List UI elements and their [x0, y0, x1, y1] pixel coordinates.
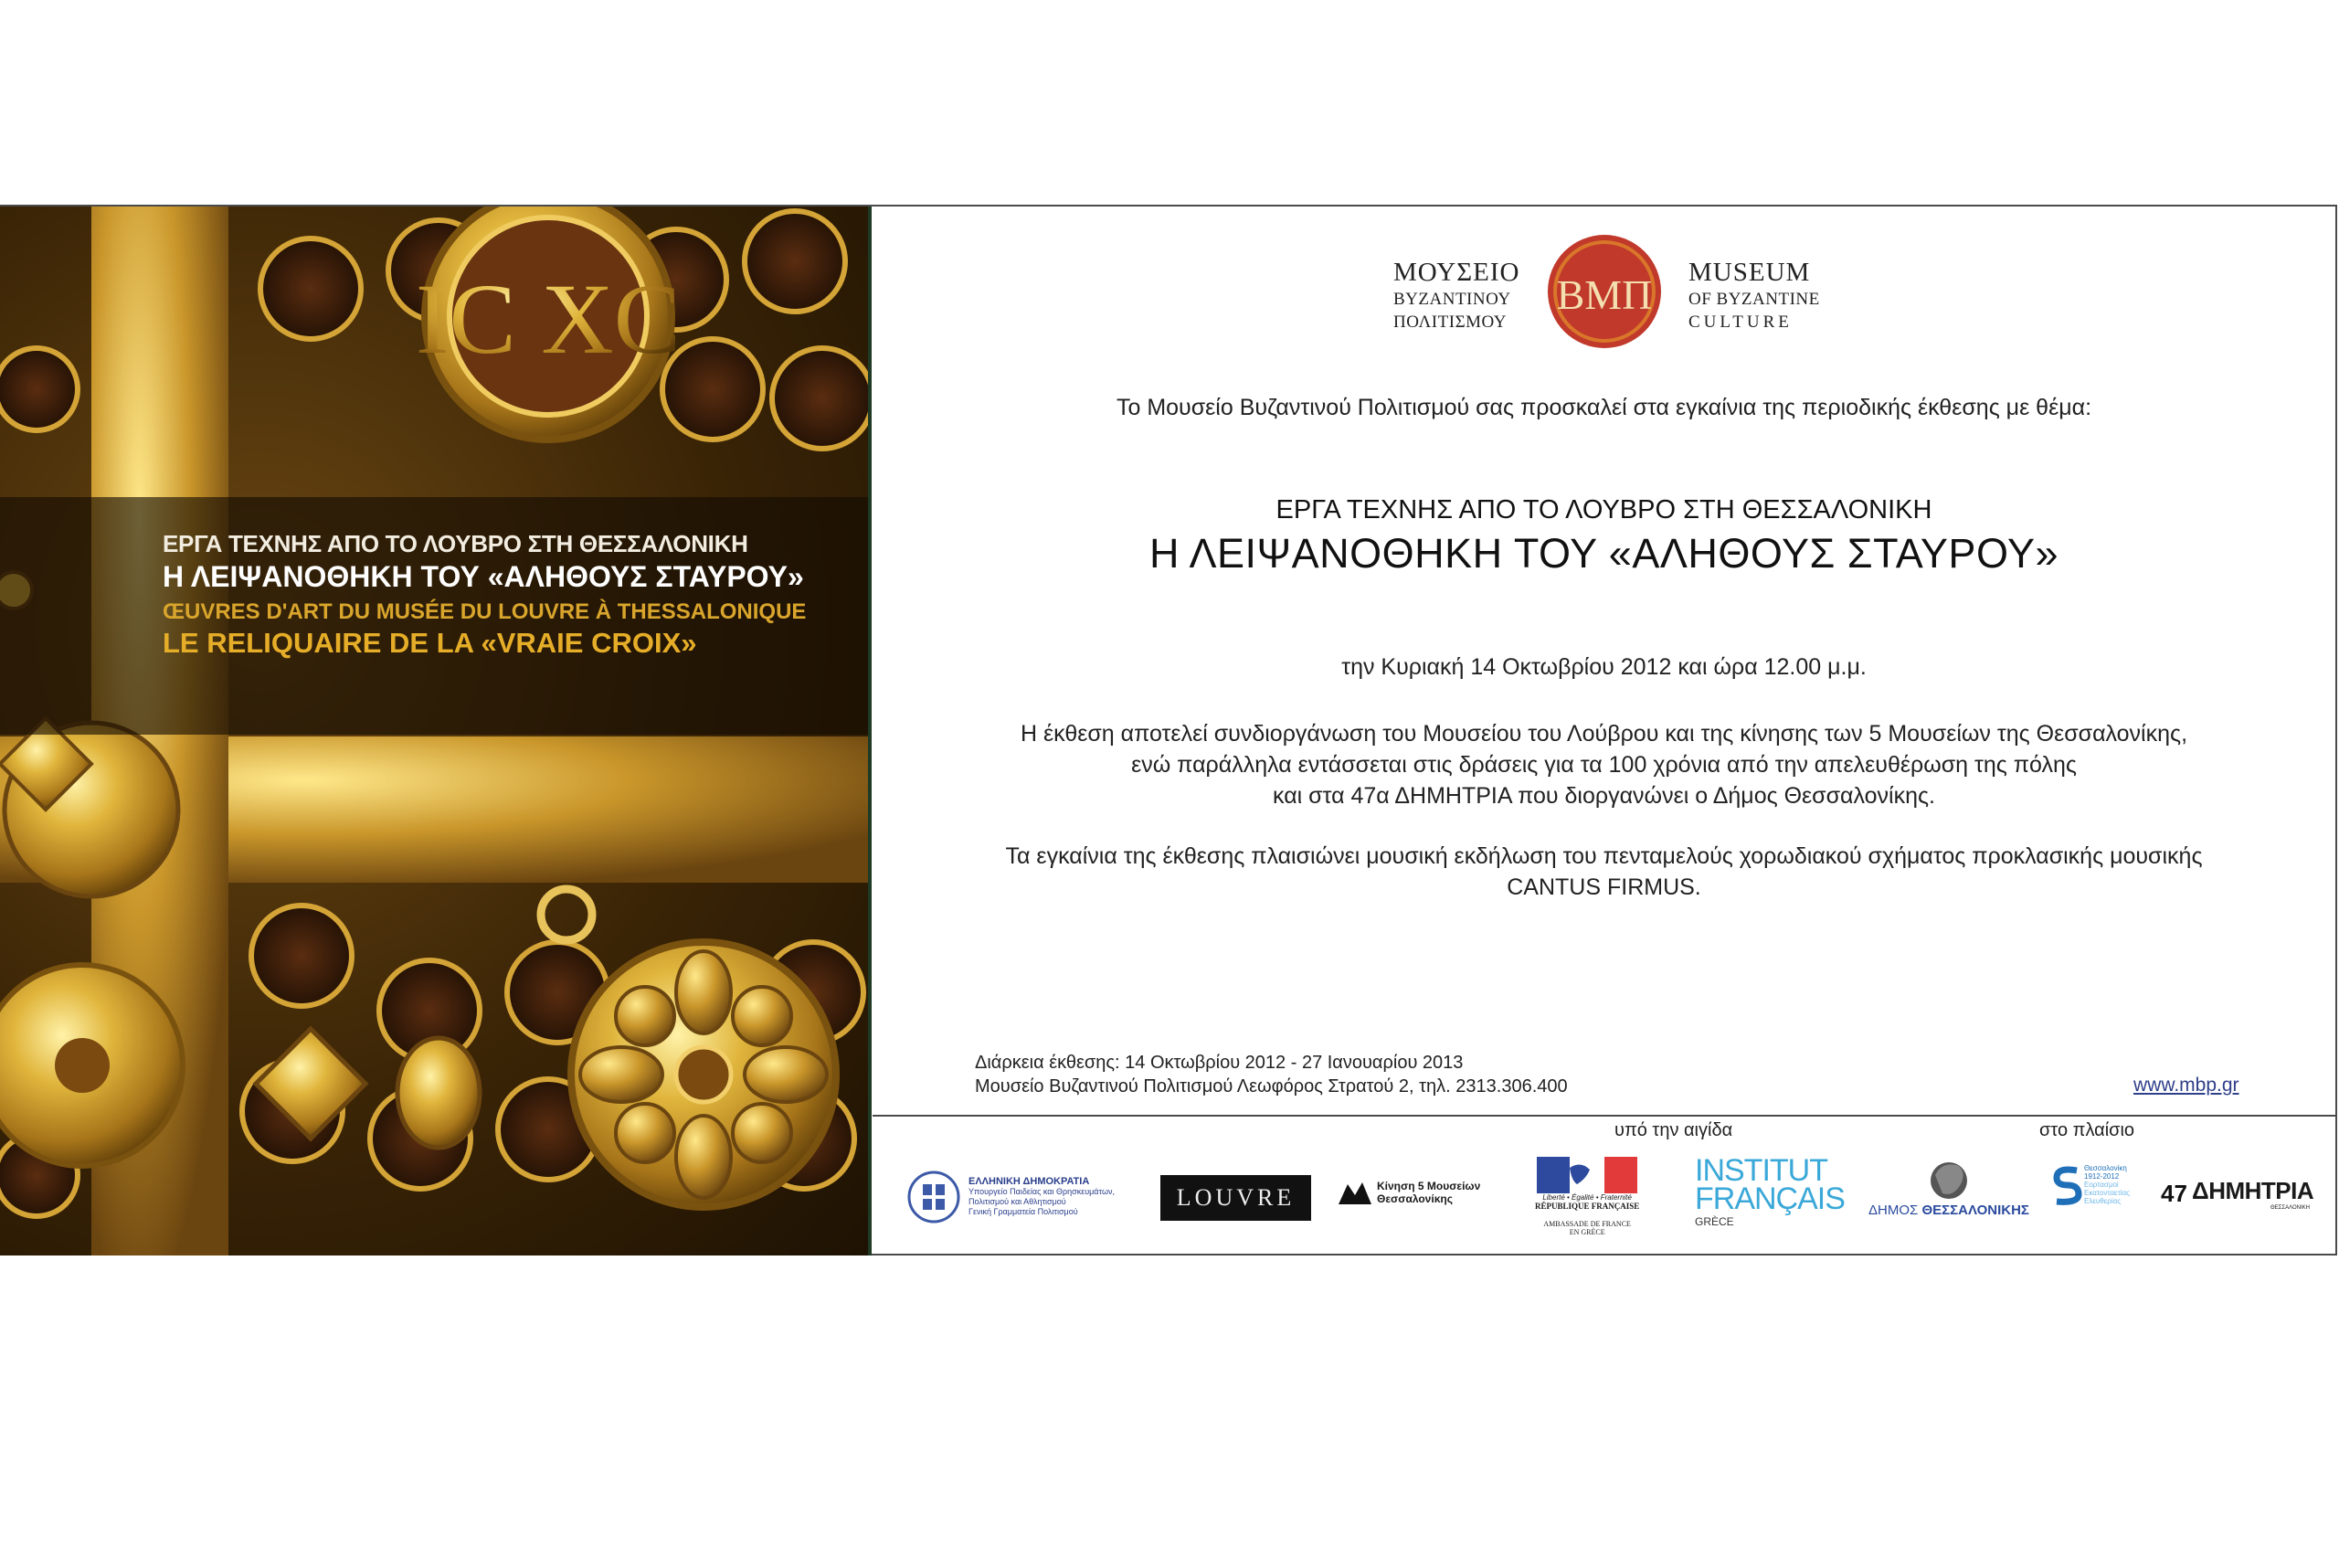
- alexander-head-icon: [1926, 1157, 1972, 1202]
- music-event-description: Τα εγκαίνια της έκθεσης πλαισιώνει μουσική εκδήλωση του πενταμελούς χορωδιακού σχήματος προκλασικής μουσικής CANTUS FIRMUS.: [1005, 843, 2203, 900]
- dimos-thessalonikis-logo: ΔΗΜΟΣ ΘΕΣΣΑΛΟΝΙΚΗΣ: [1868, 1157, 2029, 1218]
- centenary-icon: [2051, 1165, 2082, 1205]
- institut-francais-logo: INSTITUT FRANÇAIS GRÈCE: [1695, 1153, 1845, 1228]
- artwork-title-fr-2: LE RELIQUAIRE DE LA «VRAIE CROIX»: [163, 627, 697, 659]
- exhibition-description: Η έκθεση αποτελεί συνδιοργάνωση του Μουσείου του Λούβρου και της κίνησης των 5 Μουσείων της Θεσσαλονίκης, ενώ παράλληλα εντάσσεται στις δράσεις για τα 100 χρόνια από την απελευθέρωση της πόλης και στα 47α ΔΗΜΗΤΡΙΑ που διοργανώνει ο Δήμος Θεσσαλονίκης.: [1020, 721, 2188, 809]
- sponsor-divider: [873, 1115, 2335, 1117]
- five-museums-logo: Κίνηση 5 Μουσείων Θεσσαλονίκης: [1339, 1179, 1480, 1206]
- exhibition-duration: Διάρκεια έκθεσης: 14 Οκτωβρίου 2012 - 27 Ιανουαρίου 2013: [975, 1053, 1464, 1073]
- sponsor-logos: [873, 1153, 2335, 1248]
- rosette-right: [571, 942, 836, 1207]
- dimitria-47-icon: [2161, 1180, 2192, 1203]
- exhibition-info: [975, 1051, 1568, 1098]
- invitation-content: [873, 207, 2335, 1255]
- hellenic-republic-logo: ΕΛΛΗΝΙΚΗ ΔΗΜΟΚΡΑΤΙΑ Υπουργείο Παιδείας και Θρησκευμάτων, Πολιτισμού και Αθλητισμού Γενική Γραμματεία Πολιτισμού: [906, 1170, 1115, 1224]
- svg-text:ΒΜΠ: ΒΜΠ: [1556, 271, 1653, 318]
- website-link[interactable]: www.mbp.gr: [2133, 1075, 2239, 1096]
- museum-name-gr: ΜΟΥΣΕΙΟ ΒΥΖΑΝΤΙΝΟΥ ΠΟΛΙΤΙΣΜΟΥ: [1393, 258, 1520, 332]
- dimitria-logo: 47 ΔΗΜΗΤΡΙΑ ΘΕΣΣΑΛΟΝΙΚΗ: [2161, 1177, 2314, 1211]
- museum-name-en: MUSEUM OF BYZANTINE CULTURE: [1688, 258, 1820, 332]
- exhibition-subtitle: ΕΡΓΑ ΤΕΧΝΗΣ ΑΠΟ ΤΟ ΛΟΥΒΡΟ ΣΤΗ ΘΕΣΣΑΛΟΝΙΚΗ: [1275, 495, 1932, 524]
- museum-seal-icon: [1545, 232, 1664, 351]
- ic-xc-monogram: IC XC: [415, 263, 682, 375]
- louvre-logo: LOUVRE: [1160, 1175, 1311, 1221]
- framework-label: στο πλαίσιο: [2039, 1120, 2135, 1140]
- artwork-title-fr-1: ŒUVRES D'ART DU MUSÉE DU LOUVRE À THESSALONIQUE: [163, 599, 807, 624]
- opening-date: την Κυριακή 14 Οκτωβρίου 2012 και ώρα 12.00 μ.μ.: [1341, 654, 1867, 680]
- invitation-card: [0, 205, 2337, 1255]
- marianne-flag-icon: [1537, 1157, 1637, 1193]
- auspices-label: υπό την αιγίδα: [1614, 1120, 1733, 1140]
- invitation-intro: Το Μουσείο Βυζαντινού Πολιτισμού σας προσκαλεί στα εγκαίνια της περιοδικής έκθεσης με θέμα:: [1116, 395, 2092, 420]
- exhibition-title: Η ΛΕΙΨΑΝΟΘΗΚΗ ΤΟΥ «ΑΛΗΘΟΥΣ ΣΤΑΥΡΟΥ»: [1148, 530, 2059, 577]
- reliquary-artwork: [0, 207, 872, 1255]
- artwork-titles: [163, 530, 806, 660]
- museum-address: Μουσείο Βυζαντινού Πολιτισμού Λεωφόρος Στρατού 2, τηλ. 2313.306.400: [975, 1076, 1568, 1097]
- five-museums-icon: [1339, 1179, 1371, 1206]
- thessaloniki-1912-2012-logo: Θεσσαλονίκη 1912-2012 Εορτασμοί Εκατονταετίας Ελευθερίας: [2051, 1164, 2130, 1205]
- artwork-title-gr-2: Η ΛΕΙΨΑΝΟΘΗΚΗ ΤΟΥ «ΑΛΗΘΟΥΣ ΣΤΑΥΡΟΥ»: [163, 560, 804, 593]
- rosette-left: [0, 965, 183, 1166]
- museum-logo: [873, 219, 2335, 338]
- svg-text:47: 47: [2161, 1179, 2187, 1203]
- republique-francaise-logo: Liberté • Égalité • Fraternité RÉPUBLIQUE FRANÇAISE AMBASSADE DE FRANCE EN GRÈCE: [1535, 1157, 1639, 1236]
- artwork-title-gr-1: ΕΡΓΑ ΤΕΧΝΗΣ ΑΠΟ ΤΟ ΛΟΥΒΡΟ ΣΤΗ ΘΕΣΣΑΛΟΝΙΚΗ: [163, 530, 748, 557]
- greek-emblem-icon: [906, 1170, 961, 1224]
